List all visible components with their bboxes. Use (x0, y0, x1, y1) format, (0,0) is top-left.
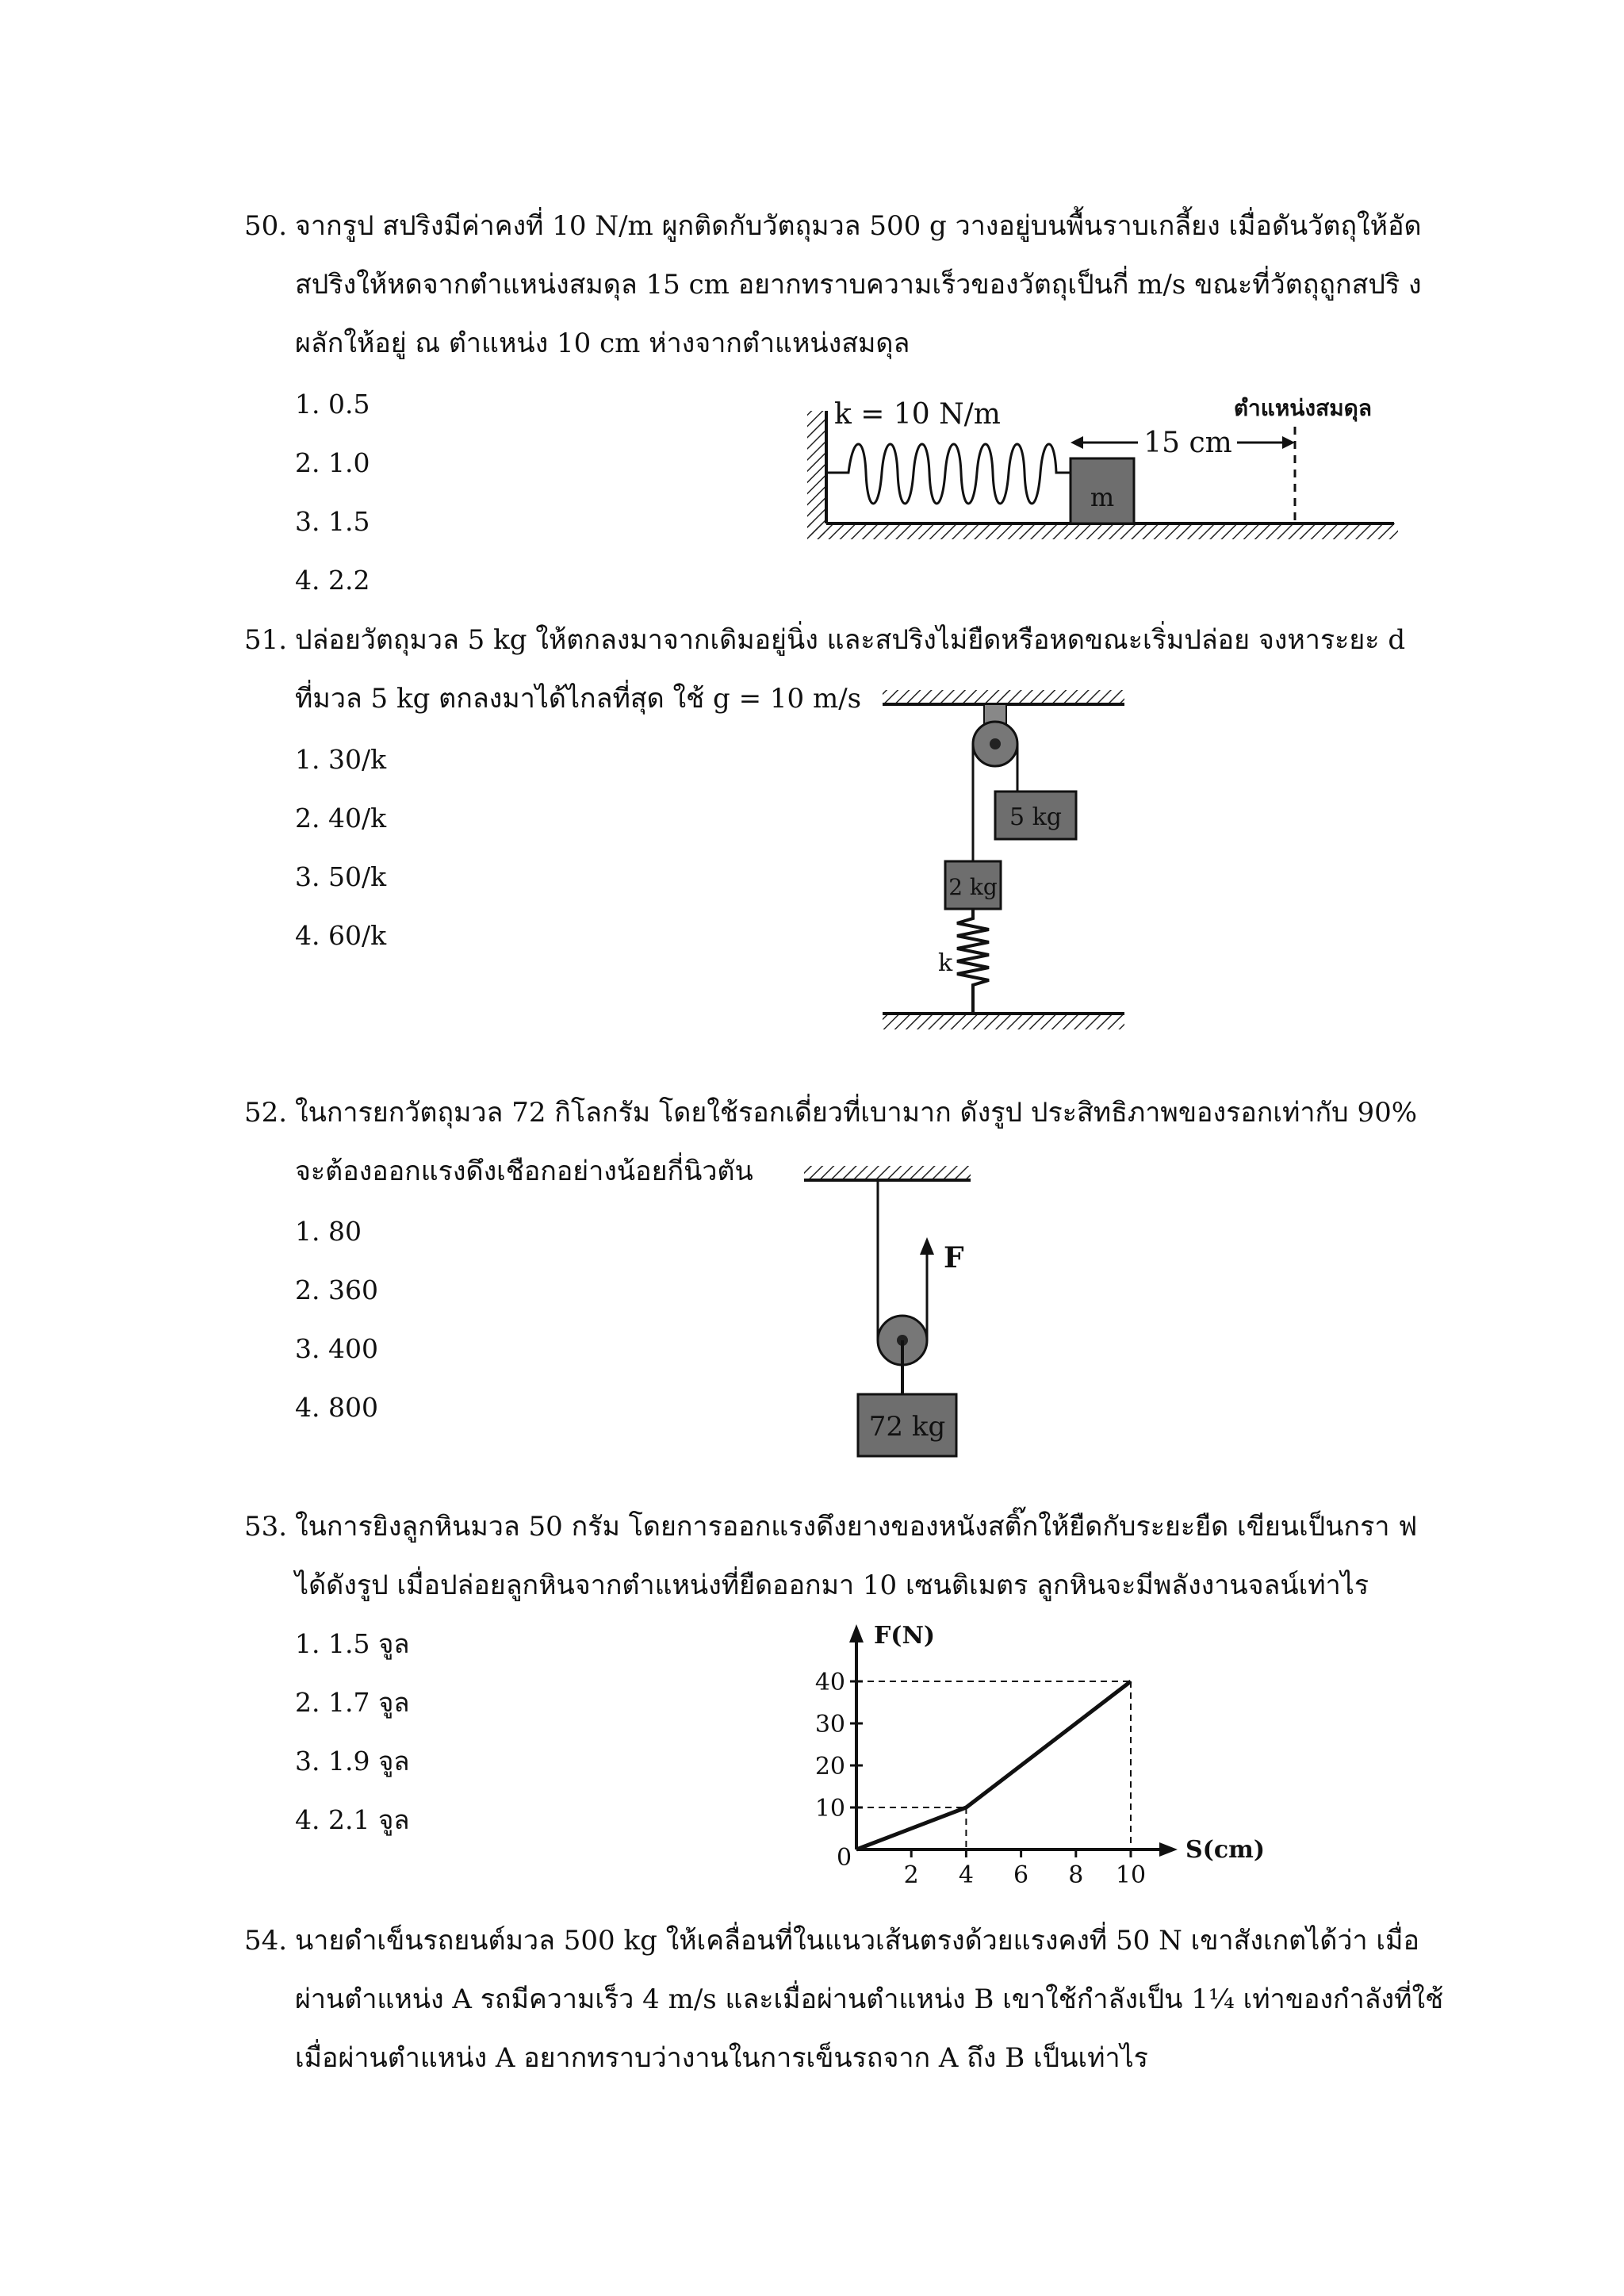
pulley-axle (990, 738, 1001, 749)
ceiling3-hatch (804, 1166, 971, 1180)
chart-origin-label: 0 (837, 1844, 852, 1872)
question-53-option-3[interactable]: 3. 1.9 จูล (295, 1746, 410, 1777)
question-53-option-4[interactable]: 4. 2.1 จูล (295, 1804, 410, 1835)
chart-y-tick-label: 40 (814, 1669, 845, 1696)
mass-2kg-label: 2 kg (948, 874, 998, 900)
wall-hatch (807, 411, 825, 536)
chart-y-axis-arrow (849, 1624, 864, 1642)
chart-y-tick-label: 20 (814, 1753, 845, 1780)
question-52-line-2: จะต้องออกแรงดึงเชือกอย่างน้อยกี่นิวตัน (295, 1156, 753, 1187)
spring-coil (826, 444, 1071, 504)
spring-constant-label: k = 10 N/m (834, 398, 1001, 431)
chart-x-tick-label: 4 (958, 1861, 974, 1888)
chart-x-tick-label: 6 (1013, 1861, 1029, 1888)
distance-label: 15 cm (1143, 427, 1232, 459)
vertical-spring (957, 909, 989, 1012)
question-54-line-1: นายดำเข็นรถยนต์มวล 500 kg ให้เคลื่อนที่ในแนวเส้นตรงด้วยแรงคงที่ 50 N เขาสังเกตได้ว่า เมื่อ (295, 1925, 1419, 1957)
mass-5kg-label: 5 kg (1009, 803, 1063, 831)
question-50-number: 50. (244, 210, 288, 242)
chart-y-tick-label: 10 (814, 1795, 845, 1823)
mass-label: m (1090, 482, 1115, 512)
chart-x-tick-label: 8 (1068, 1861, 1084, 1888)
question-54-line-3: เมื่อผ่านตำแหน่ง A อยากทราบว่างานในการเข็นรถจาก A ถึง B เป็นเท่าไร (295, 2042, 1148, 2074)
chart-x-tick-label: 10 (1115, 1861, 1147, 1888)
question-50-option-3[interactable]: 3. 1.5 (295, 506, 370, 537)
question-51-option-3[interactable]: 3. 50/k (295, 861, 387, 892)
floor2-hatch (883, 1014, 1124, 1029)
question-50-option-4[interactable]: 4. 2.2 (295, 565, 370, 596)
force-label: F (944, 1241, 964, 1274)
question-53-number: 53. (244, 1511, 288, 1543)
chart-series-line (856, 1681, 1131, 1849)
force-stretch-chart (801, 1618, 1277, 1888)
question-50-option-2[interactable]: 2. 1.0 (295, 447, 370, 478)
question-51-option-1[interactable]: 1. 30/k (295, 744, 387, 775)
question-52-number: 52. (244, 1097, 288, 1129)
force-arrow-head (920, 1237, 934, 1255)
spring-block-figure (801, 387, 1404, 554)
floor-hatch (807, 523, 1398, 539)
distance-arrow-right-head (1282, 436, 1295, 449)
question-52-option-1[interactable]: 1. 80 (295, 1216, 362, 1247)
question-52-line-1: ในการยกวัตถุมวล 72 กิโลกรัม โดยใช้รอกเดี่ยวที่เบามาก ดังรูป ประสิทธิภาพของรอกเท่ากับ 90% (295, 1097, 1418, 1129)
chart-x-label: S(cm) (1185, 1836, 1266, 1864)
question-51-option-4[interactable]: 4. 60/k (295, 920, 387, 951)
question-51-option-2[interactable]: 2. 40/k (295, 803, 387, 834)
question-52-option-4[interactable]: 4. 800 (295, 1392, 378, 1423)
question-52-option-2[interactable]: 2. 360 (295, 1274, 378, 1305)
chart-y-label: F(N) (874, 1622, 936, 1650)
question-50-option-1[interactable]: 1. 0.5 (295, 389, 370, 420)
question-51-line-2: ที่มวล 5 kg ตกลงมาได้ไกลที่สุด ใช้ g = 10 m/s (295, 683, 862, 715)
pulley-spring-figure (876, 688, 1130, 1037)
question-50-line-1: จากรูป สปริงมีค่าคงที่ 10 N/m ผูกติดกับวัตถุมวล 500 g วางอยู่บนพื้นราบเกลี้ยง เมื่อดันวัตถุให้อัด (295, 210, 1422, 242)
question-51-line-1: ปล่อยวัตถุมวล 5 kg ให้ตกลงมาจากเดิมอยู่นิ่ง และสปริงไม่ยืดหรือหดขณะเริ่มปล่อย จงหาระยะ d (295, 624, 1406, 656)
question-53-option-2[interactable]: 2. 1.7 จูล (295, 1687, 410, 1718)
chart-y-tick-label: 30 (814, 1711, 845, 1738)
question-53-line-1: ในการยิงลูกหินมวล 50 กรัม โดยการออกแรงดึงยางของหนังสติ๊กให้ยืดกับระยะยืด เขียนเป็นกรา ฟ (295, 1511, 1418, 1543)
question-52-option-3[interactable]: 3. 400 (295, 1333, 378, 1364)
question-50-line-3: ผลักให้อยู่ ณ ตำแหน่ง 10 cm ห่างจากตำแหน่งสมดุล (295, 328, 910, 359)
chart-x-axis-arrow (1159, 1842, 1178, 1857)
movable-pulley-figure (801, 1164, 983, 1466)
spring-k-label: k (938, 949, 953, 977)
question-54-line-2: ผ่านตำแหน่ง A รถมีความเร็ว 4 m/s และเมื่อผ่านตำแหน่ง B เขาใช้กำลังเป็น 1¼ เท่าของกำลังที่ใช้ (295, 1984, 1444, 2015)
question-53-line-2: ได้ดังรูป เมื่อปล่อยลูกหินจากตำแหน่งที่ยืดออกมา 10 เซนติเมตร ลูกหินจะมีพลังงานจลน์เท่าไร (295, 1570, 1369, 1601)
question-54-number: 54. (244, 1925, 288, 1957)
question-51-number: 51. (244, 624, 288, 656)
equilibrium-label: ตำแหน่งสมดุล (1233, 395, 1372, 421)
question-50-line-2: สปริงให้หดจากตำแหน่งสมดุล 15 cm อยากทราบความเร็วของวัตถุเป็นกี่ m/s ขณะที่วัตถุถูกสปริ ง (295, 269, 1422, 301)
chart-x-tick-label: 2 (903, 1861, 919, 1888)
question-53-option-1[interactable]: 1. 1.5 จูล (295, 1628, 410, 1659)
distance-arrow-left-head (1071, 436, 1083, 449)
mass-72kg-label: 72 kg (868, 1411, 946, 1443)
ceiling-hatch (883, 690, 1124, 704)
